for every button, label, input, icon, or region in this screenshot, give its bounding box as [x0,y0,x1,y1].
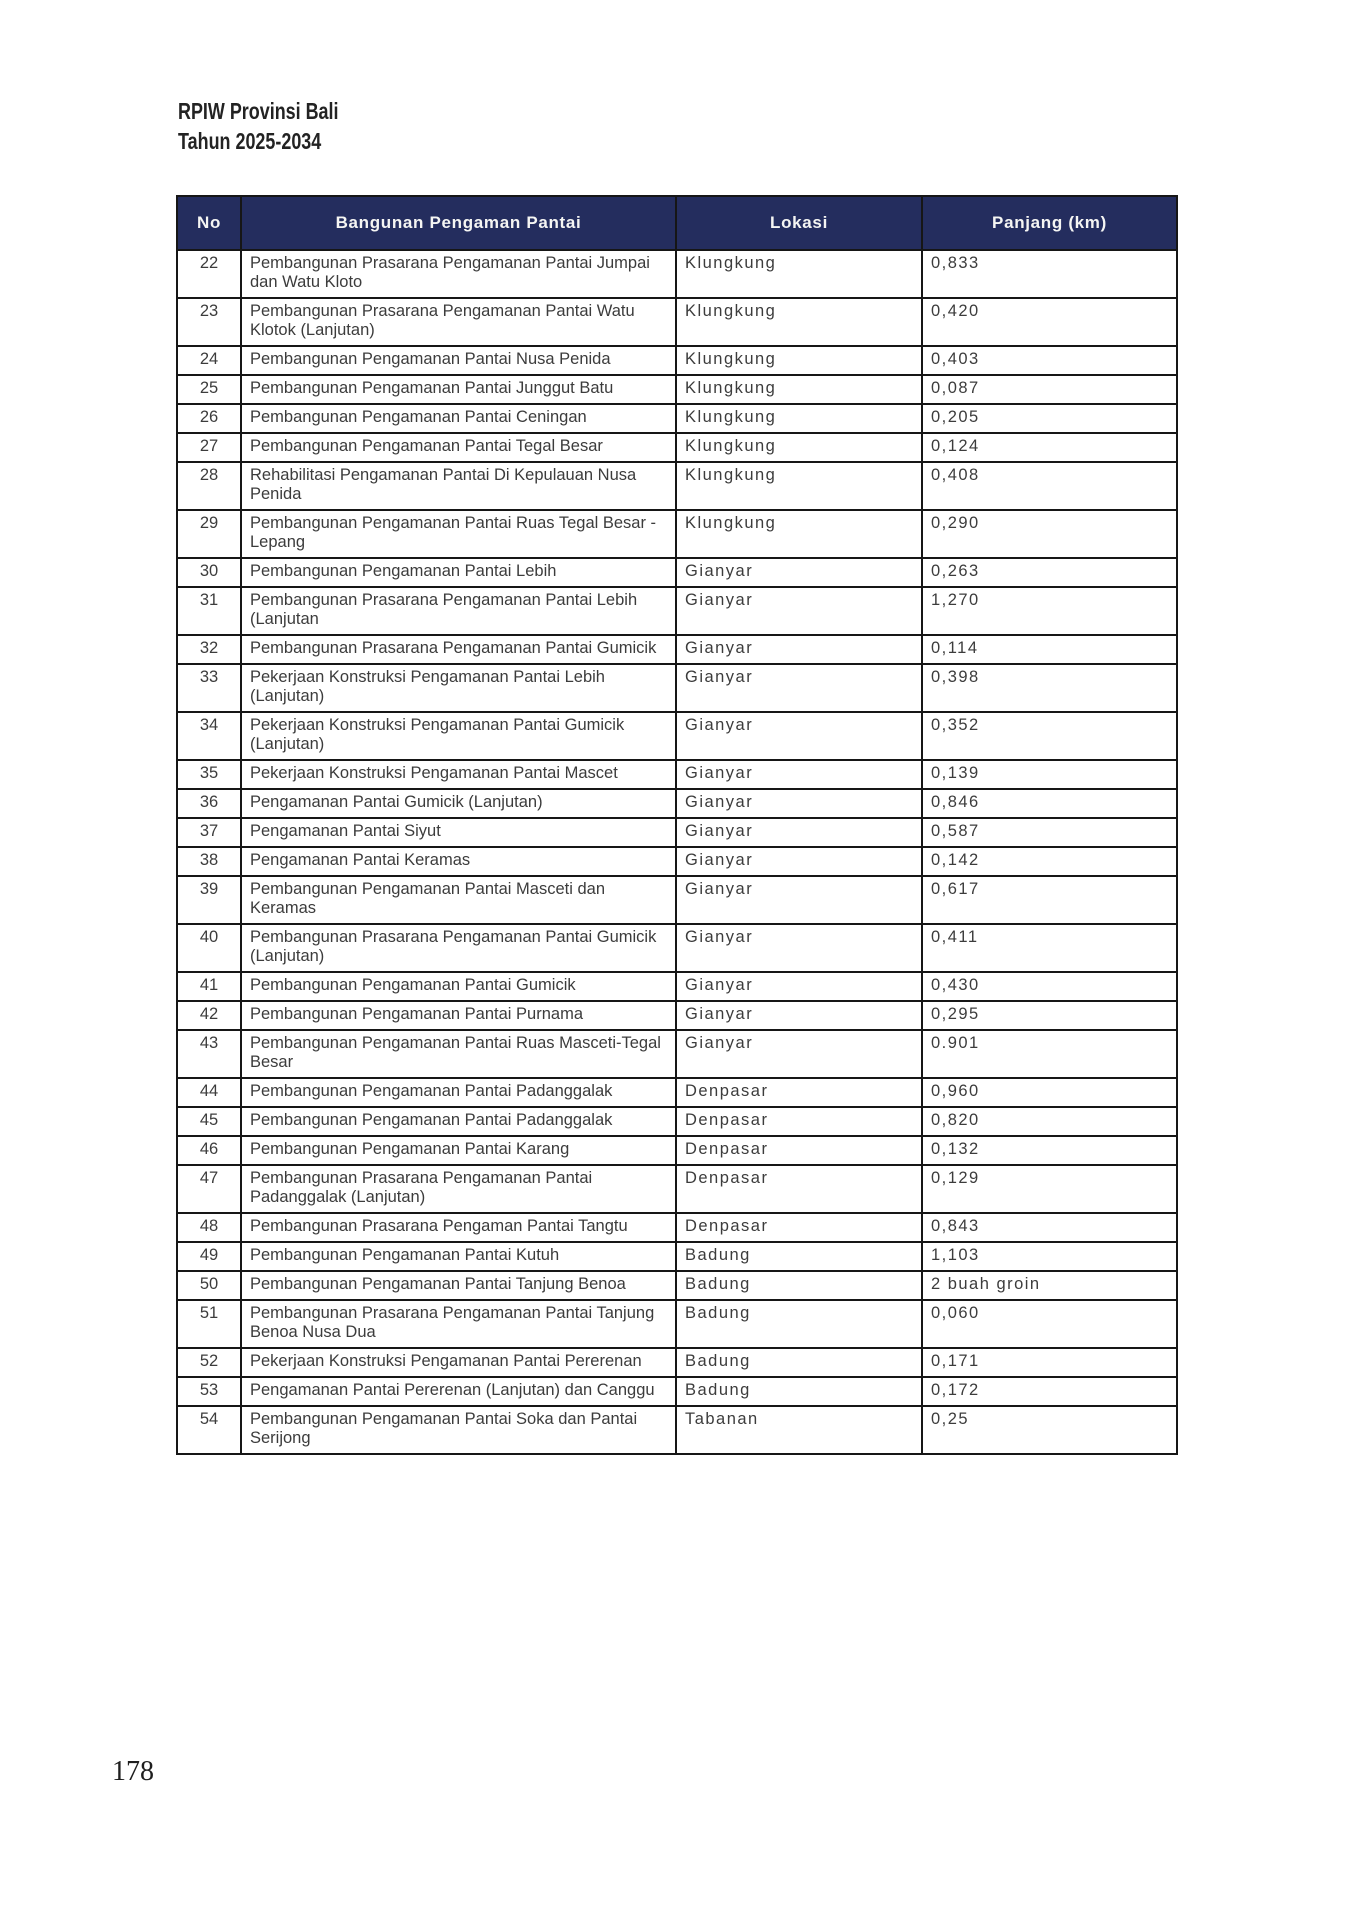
cell-lokasi: Gianyar [676,664,922,712]
cell-panjang: 1,270 [922,587,1177,635]
cell-lokasi: Badung [676,1300,922,1348]
cell-no: 26 [177,404,241,433]
table-row [177,1136,1177,1165]
table-header-row [177,196,1177,250]
cell-no: 25 [177,375,241,404]
cell-lokasi: Gianyar [676,1001,922,1030]
cell-lokasi: Badung [676,1242,922,1271]
cell-no: 46 [177,1136,241,1165]
cell-name: Pembangunan Pengamanan Pantai Purnama [241,1001,676,1030]
cell-lokasi: Badung [676,1348,922,1377]
cell-panjang: 0,846 [922,789,1177,818]
cell-panjang: 0,352 [922,712,1177,760]
doc-header [178,96,338,156]
table-row [177,924,1177,972]
table-row [177,462,1177,510]
page-number: 178 [112,1756,154,1787]
table-row [177,972,1177,1001]
cell-panjang: 0,142 [922,847,1177,876]
table-row [177,1377,1177,1406]
cell-name: Pembangunan Pengamanan Pantai Tegal Besar [241,433,676,462]
cell-panjang: 0,430 [922,972,1177,1001]
cell-lokasi: Gianyar [676,789,922,818]
table-row [177,1001,1177,1030]
doc-header-line1: RPIW Provinsi Bali [178,98,339,124]
table-row [177,1300,1177,1348]
cell-panjang: 0,139 [922,760,1177,789]
table-row [177,712,1177,760]
cell-panjang: 1,103 [922,1242,1177,1271]
cell-panjang: 2 buah groin [922,1271,1177,1300]
pantai-table [176,195,1178,1455]
table-row [177,635,1177,664]
cell-lokasi: Badung [676,1377,922,1406]
cell-no: 51 [177,1300,241,1348]
table-row [177,1165,1177,1213]
cell-no: 23 [177,298,241,346]
cell-panjang: 0,124 [922,433,1177,462]
cell-lokasi: Gianyar [676,972,922,1001]
cell-name: Pembangunan Pengamanan Pantai Tanjung Benoa [241,1271,676,1300]
cell-lokasi: Badung [676,1271,922,1300]
cell-panjang: 0,205 [922,404,1177,433]
cell-no: 39 [177,876,241,924]
col-header-no: No [177,196,241,250]
cell-name: Pembangunan Prasarana Pengamanan Pantai Jumpai dan Watu Kloto [241,250,676,298]
cell-panjang: 0,398 [922,664,1177,712]
cell-name: Pembangunan Pengamanan Pantai Padanggalak [241,1078,676,1107]
cell-lokasi: Denpasar [676,1078,922,1107]
cell-name: Pembangunan Pengamanan Pantai Nusa Penida [241,346,676,375]
table-row [177,587,1177,635]
cell-no: 35 [177,760,241,789]
cell-panjang: 0,290 [922,510,1177,558]
cell-name: Pembangunan Prasarana Pengamanan Pantai Gumicik [241,635,676,664]
table-row [177,1242,1177,1271]
cell-no: 53 [177,1377,241,1406]
cell-lokasi: Klungkung [676,462,922,510]
cell-name: Pengamanan Pantai Pererenan (Lanjutan) dan Canggu [241,1377,676,1406]
cell-panjang: 0,408 [922,462,1177,510]
cell-lokasi: Denpasar [676,1165,922,1213]
table-row [177,1406,1177,1454]
cell-no: 52 [177,1348,241,1377]
col-header-panjang: Panjang (km) [922,196,1177,250]
col-header-lokasi: Lokasi [676,196,922,250]
table-row [177,847,1177,876]
cell-panjang: 0,833 [922,250,1177,298]
cell-lokasi: Klungkung [676,298,922,346]
cell-lokasi: Denpasar [676,1107,922,1136]
cell-lokasi: Gianyar [676,924,922,972]
cell-name: Pekerjaan Konstruksi Pengamanan Pantai Mascet [241,760,676,789]
cell-lokasi: Gianyar [676,818,922,847]
cell-no: 29 [177,510,241,558]
cell-no: 43 [177,1030,241,1078]
cell-panjang: 0,114 [922,635,1177,664]
cell-no: 38 [177,847,241,876]
cell-no: 47 [177,1165,241,1213]
cell-lokasi: Denpasar [676,1136,922,1165]
cell-panjang: 0,263 [922,558,1177,587]
table-header [177,196,1177,250]
table-row [177,346,1177,375]
cell-no: 40 [177,924,241,972]
cell-panjang: 0,295 [922,1001,1177,1030]
cell-panjang: 0,960 [922,1078,1177,1107]
table-row [177,664,1177,712]
cell-lokasi: Gianyar [676,558,922,587]
cell-no: 30 [177,558,241,587]
doc-header-line2: Tahun 2025-2034 [178,128,322,154]
table-row [177,1107,1177,1136]
cell-no: 49 [177,1242,241,1271]
cell-name: Pembangunan Prasarana Pengaman Pantai Tangtu [241,1213,676,1242]
cell-no: 44 [177,1078,241,1107]
cell-name: Pembangunan Pengamanan Pantai Ceningan [241,404,676,433]
cell-panjang: 0,411 [922,924,1177,972]
cell-lokasi: Gianyar [676,635,922,664]
table-row [177,876,1177,924]
cell-name: Pembangunan Prasarana Pengamanan Pantai Padanggalak (Lanjutan) [241,1165,676,1213]
cell-lokasi: Gianyar [676,587,922,635]
cell-name: Pembangunan Prasarana Pengamanan Pantai Tanjung Benoa Nusa Dua [241,1300,676,1348]
table-body [177,250,1177,1454]
table-row [177,1271,1177,1300]
cell-name: Pembangunan Prasarana Pengamanan Pantai Gumicik (Lanjutan) [241,924,676,972]
table-row [177,818,1177,847]
cell-name: Pembangunan Pengamanan Pantai Padanggalak [241,1107,676,1136]
cell-panjang: 0,132 [922,1136,1177,1165]
table-row [177,789,1177,818]
cell-panjang: 0,617 [922,876,1177,924]
table-row [177,1213,1177,1242]
cell-name: Pembangunan Pengamanan Pantai Junggut Batu [241,375,676,404]
cell-no: 50 [177,1271,241,1300]
cell-name: Pembangunan Pengamanan Pantai Ruas Tegal Besar - Lepang [241,510,676,558]
cell-lokasi: Klungkung [676,346,922,375]
cell-no: 28 [177,462,241,510]
cell-no: 36 [177,789,241,818]
cell-panjang: 0,172 [922,1377,1177,1406]
table-row [177,375,1177,404]
cell-no: 42 [177,1001,241,1030]
cell-name: Pembangunan Pengamanan Pantai Gumicik [241,972,676,1001]
cell-lokasi: Gianyar [676,876,922,924]
cell-lokasi: Gianyar [676,760,922,789]
table-row [177,510,1177,558]
table-row [177,558,1177,587]
cell-panjang: 0,587 [922,818,1177,847]
cell-no: 37 [177,818,241,847]
cell-panjang: 0,171 [922,1348,1177,1377]
cell-no: 32 [177,635,241,664]
cell-name: Pekerjaan Konstruksi Pengamanan Pantai Pererenan [241,1348,676,1377]
cell-name: Pembangunan Pengamanan Pantai Kutuh [241,1242,676,1271]
col-header-bangunan: Bangunan Pengaman Pantai [241,196,676,250]
table-row [177,1348,1177,1377]
cell-no: 41 [177,972,241,1001]
cell-name: Pembangunan Pengamanan Pantai Masceti dan Keramas [241,876,676,924]
cell-lokasi: Gianyar [676,847,922,876]
cell-lokasi: Gianyar [676,712,922,760]
cell-panjang: 0,060 [922,1300,1177,1348]
cell-panjang: 0,843 [922,1213,1177,1242]
cell-name: Pembangunan Prasarana Pengamanan Pantai Watu Klotok (Lanjutan) [241,298,676,346]
cell-lokasi: Klungkung [676,375,922,404]
cell-lokasi: Klungkung [676,250,922,298]
cell-name: Pembangunan Pengamanan Pantai Soka dan Pantai Serijong [241,1406,676,1454]
cell-name: Pekerjaan Konstruksi Pengamanan Pantai Gumicik (Lanjutan) [241,712,676,760]
table-row [177,1030,1177,1078]
table-row [177,760,1177,789]
cell-panjang: 0,25 [922,1406,1177,1454]
table-row [177,1078,1177,1107]
table-row [177,404,1177,433]
cell-lokasi: Klungkung [676,510,922,558]
cell-panjang: 0,403 [922,346,1177,375]
cell-lokasi: Gianyar [676,1030,922,1078]
cell-lokasi: Klungkung [676,433,922,462]
cell-no: 54 [177,1406,241,1454]
cell-no: 34 [177,712,241,760]
cell-no: 48 [177,1213,241,1242]
cell-name: Pembangunan Pengamanan Pantai Karang [241,1136,676,1165]
cell-no: 27 [177,433,241,462]
cell-no: 24 [177,346,241,375]
cell-panjang: 0,420 [922,298,1177,346]
cell-name: Pengamanan Pantai Siyut [241,818,676,847]
cell-name: Pembangunan Pengamanan Pantai Ruas Masceti-Tegal Besar [241,1030,676,1078]
cell-name: Pembangunan Prasarana Pengamanan Pantai Lebih (Lanjutan [241,587,676,635]
table-row [177,250,1177,298]
cell-no: 22 [177,250,241,298]
cell-name: Pengamanan Pantai Gumicik (Lanjutan) [241,789,676,818]
cell-lokasi: Denpasar [676,1213,922,1242]
cell-no: 45 [177,1107,241,1136]
cell-name: Pekerjaan Konstruksi Pengamanan Pantai Lebih (Lanjutan) [241,664,676,712]
table-row [177,433,1177,462]
cell-name: Pembangunan Pengamanan Pantai Lebih [241,558,676,587]
cell-panjang: 0,087 [922,375,1177,404]
cell-no: 31 [177,587,241,635]
cell-panjang: 0.901 [922,1030,1177,1078]
cell-no: 33 [177,664,241,712]
cell-name: Pengamanan Pantai Keramas [241,847,676,876]
cell-lokasi: Klungkung [676,404,922,433]
cell-lokasi: Tabanan [676,1406,922,1454]
cell-name: Rehabilitasi Pengamanan Pantai Di Kepulauan Nusa Penida [241,462,676,510]
cell-panjang: 0,129 [922,1165,1177,1213]
table-row [177,298,1177,346]
cell-panjang: 0,820 [922,1107,1177,1136]
